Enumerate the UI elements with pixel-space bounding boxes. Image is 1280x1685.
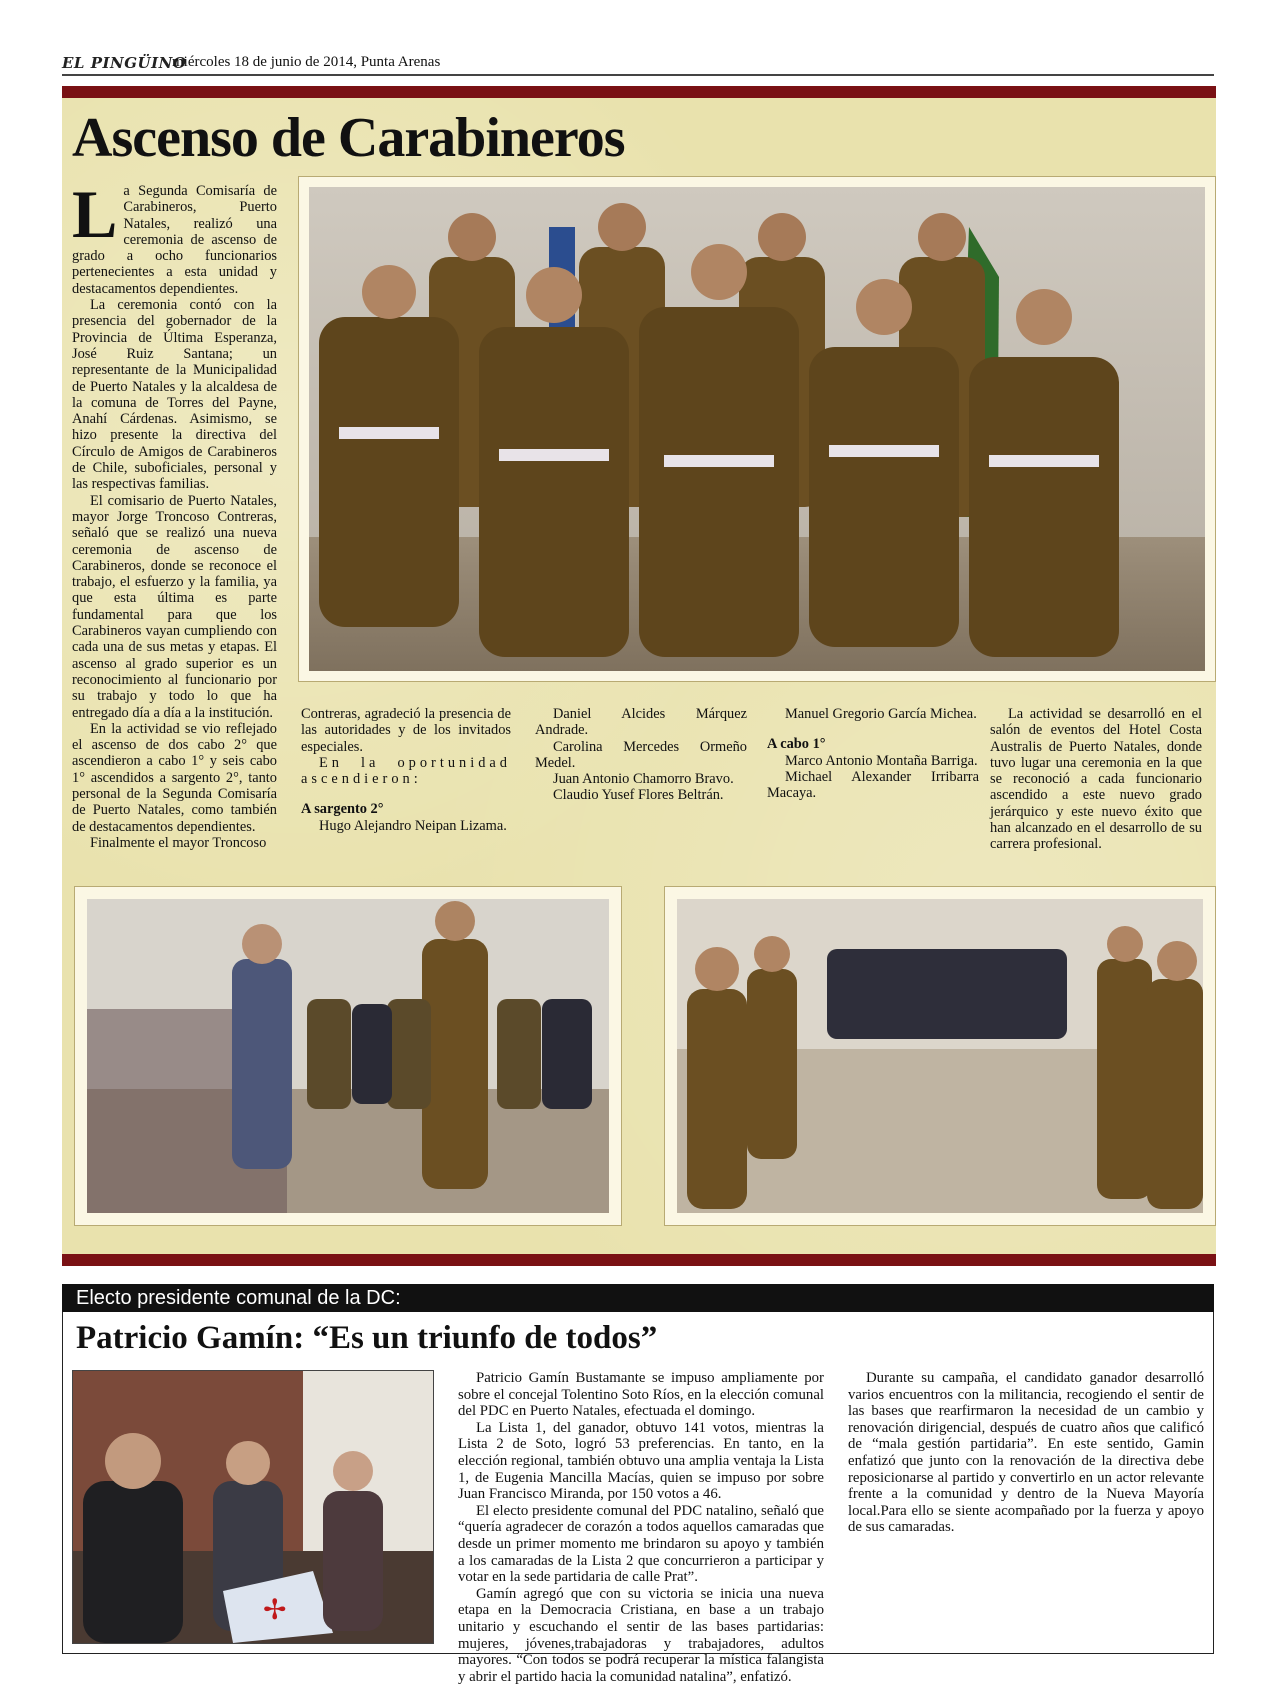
promoted-name: Manuel Gregorio García Michea.	[785, 706, 977, 722]
paragraph: Gamín agregó que con su victoria se inicia una nueva etapa en la Democracia Cristiana, en base a un trabajo unitario y escuchando el sentir de las bases partidarias: mujeres, jóvenes,trabajadoras y trabajadores, adultos mayores. “Con todos se podrá recuperar la mística falangista y abrir el partido hacia la comunidad natalina”, enfatizó.	[458, 1585, 824, 1685]
paragraph: a Segunda Comisaría de Carabineros, Puerto Natales, realizó una ceremonia de ascenso de grado a ocho funcionarios pertenecientes a esta unidad y destacamentos dependientes.	[72, 183, 277, 297]
promoted-name: Daniel Alcides Márquez Andrade.	[535, 706, 747, 739]
promoted-name: Claudio Yusef Flores Beltrán.	[553, 787, 724, 804]
paragraph: Patricio Gamín Bustamante se impuso ampliamente por sobre el concejal Tolentino Soto Ríos, en la elección comunal del PDC en Puerto Natales, efectuada el domingo.	[458, 1370, 824, 1420]
promoted-name: Hugo Alejandro Neipan Lizama.	[319, 817, 507, 834]
dateline: miércoles 18 de junio de 2014, Punta Arenas	[172, 54, 441, 70]
feature-top-bar	[62, 86, 1216, 98]
article-headline: Ascenso de Carabineros	[72, 107, 625, 169]
paragraph: El comisario de Puerto Natales, mayor Jorge Troncoso Contreras, señaló que se realizó una nueva ceremonia de ascenso de Carabineros, donde se reconoce el trabajo, el esfuerzo y la familia, ya que esta última es parte fundamental para que los Carabineros vayan cumpliendo con cada una de sus metas y etapas. El ascenso al grado superior es un reconocimiento al funcionario por su trabajo y todo lo que ha entregado día a día a la institución.	[72, 492, 277, 721]
paragraph: La actividad se desarrolló en el salón de eventos del Hotel Costa Australis de Puerto Natales, donde tuvo lugar una ceremonia en la que se reconoció a cada funcionario ascendido a este nuevo grado jerárquico y este nuevo éxito que han alcanzado en el desarrollo de su carrera profesional.	[990, 706, 1202, 853]
dc-photo	[72, 1370, 434, 1644]
feature-bottom-bar	[62, 1254, 1216, 1266]
promoted-name: Marco Antonio Montaña Barriga.	[785, 752, 978, 769]
article-column-3	[535, 706, 747, 804]
second-article-column-2	[848, 1370, 1204, 1536]
article-column-1	[72, 176, 277, 851]
paragraph: En la actividad se vio reflejado el ascenso de dos cabo 2° que ascendieron a cabo 1° y seis cabo 1° ascendidos a sargento 2°, tanto personal de la Segunda Comisaría de Puerto Natales, como también de destacamentos dependientes.	[72, 720, 277, 835]
drop-cap: L	[72, 176, 118, 252]
section-label: Electo presidente comunal de la DC:	[62, 1284, 1214, 1312]
masthead-logo: EL PINGÜINO	[62, 54, 187, 72]
paragraph: El electo presidente comunal del PDC natalino, señaló que “quería agradecer de corazón a todos aquellos camaradas que desde un primer momento me brindaron su apoyo y también a los camaradas de la Lista 2 que concurrieron a participar y votar en la sede partidaria de calle Prat”.	[458, 1502, 824, 1586]
promoted-name: Carolina Mercedes Ormeño Medel.	[535, 738, 747, 771]
paragraph: Finalmente el mayor Troncoso	[90, 834, 267, 851]
paragraph: Contreras, agradeció la presencia de las autoridades y de los invitados especiales.	[301, 706, 511, 755]
article-column-2	[301, 706, 511, 834]
ceremony-photo-frame	[74, 886, 622, 1226]
audience-photo-frame	[664, 886, 1216, 1226]
paragraph: La ceremonia contó con la presencia del gobernador de la Provincia de Última Esperanza, José Ruiz Santana; un representante de la Municipalidad de Puerto Natales y la alcaldesa de la comuna de Torres del Payne, Anahí Cárdenas. Asimismo, se hizo presente la directiva del Círculo de Amigos de Carabineros de Chile, suboficiales, personal y las respectivas familias.	[72, 297, 277, 493]
cross-icon: ✢	[263, 1593, 287, 1626]
paragraph: La Lista 1, del ganador, obtuvo 141 votos, mientras la Lista 2 de Soto, logró 53 preferencias. En tanto, en la elección regional, también obtuvo una amplia ventaja la Lista 1, de Eugenia Mancilla Macías, quien se impuso por sobre Juan Francisco Miranda, por 150 votos a 46.	[458, 1419, 824, 1503]
promoted-name: Michael Alexander Irribarra Macaya.	[767, 768, 979, 802]
subheading-sargento: A sargento 2°	[301, 801, 384, 818]
article-column-4	[767, 706, 979, 801]
subheading-cabo: A cabo 1°	[767, 736, 826, 753]
article-column-5	[990, 706, 1202, 853]
main-photo-frame	[298, 176, 1216, 682]
audience-photo	[677, 899, 1203, 1213]
paragraph: En la oportunidad ascendieron:	[301, 754, 511, 788]
second-article-column-1	[458, 1370, 824, 1685]
ceremony-photo	[87, 899, 609, 1213]
promoted-name: Juan Antonio Chamorro Bravo.	[553, 771, 734, 788]
second-article-headline: Patricio Gamín: “Es un triunfo de todos”	[76, 1320, 658, 1356]
group-photo	[309, 187, 1205, 671]
header-rule	[62, 74, 1214, 76]
paragraph: Durante su campaña, el candidato ganador desarrolló varios encuentros con la militancia, recogiendo el sentir de las bases que rearfirmaron la necesidad de un cambio y renovación dirigencial, después de cuatro años que calificó de “mala gestión partidaria”. En este sentido, Gamin enfatizó que junto con la renovación de la directiva debe reposicionarse al partido y convertirlo en un actor relevante frente a la comunidad y dentro de la Nueva Mayoría local.Para ello se siente acompañado por la fuerza y apoyo de sus camaradas.	[848, 1370, 1204, 1536]
